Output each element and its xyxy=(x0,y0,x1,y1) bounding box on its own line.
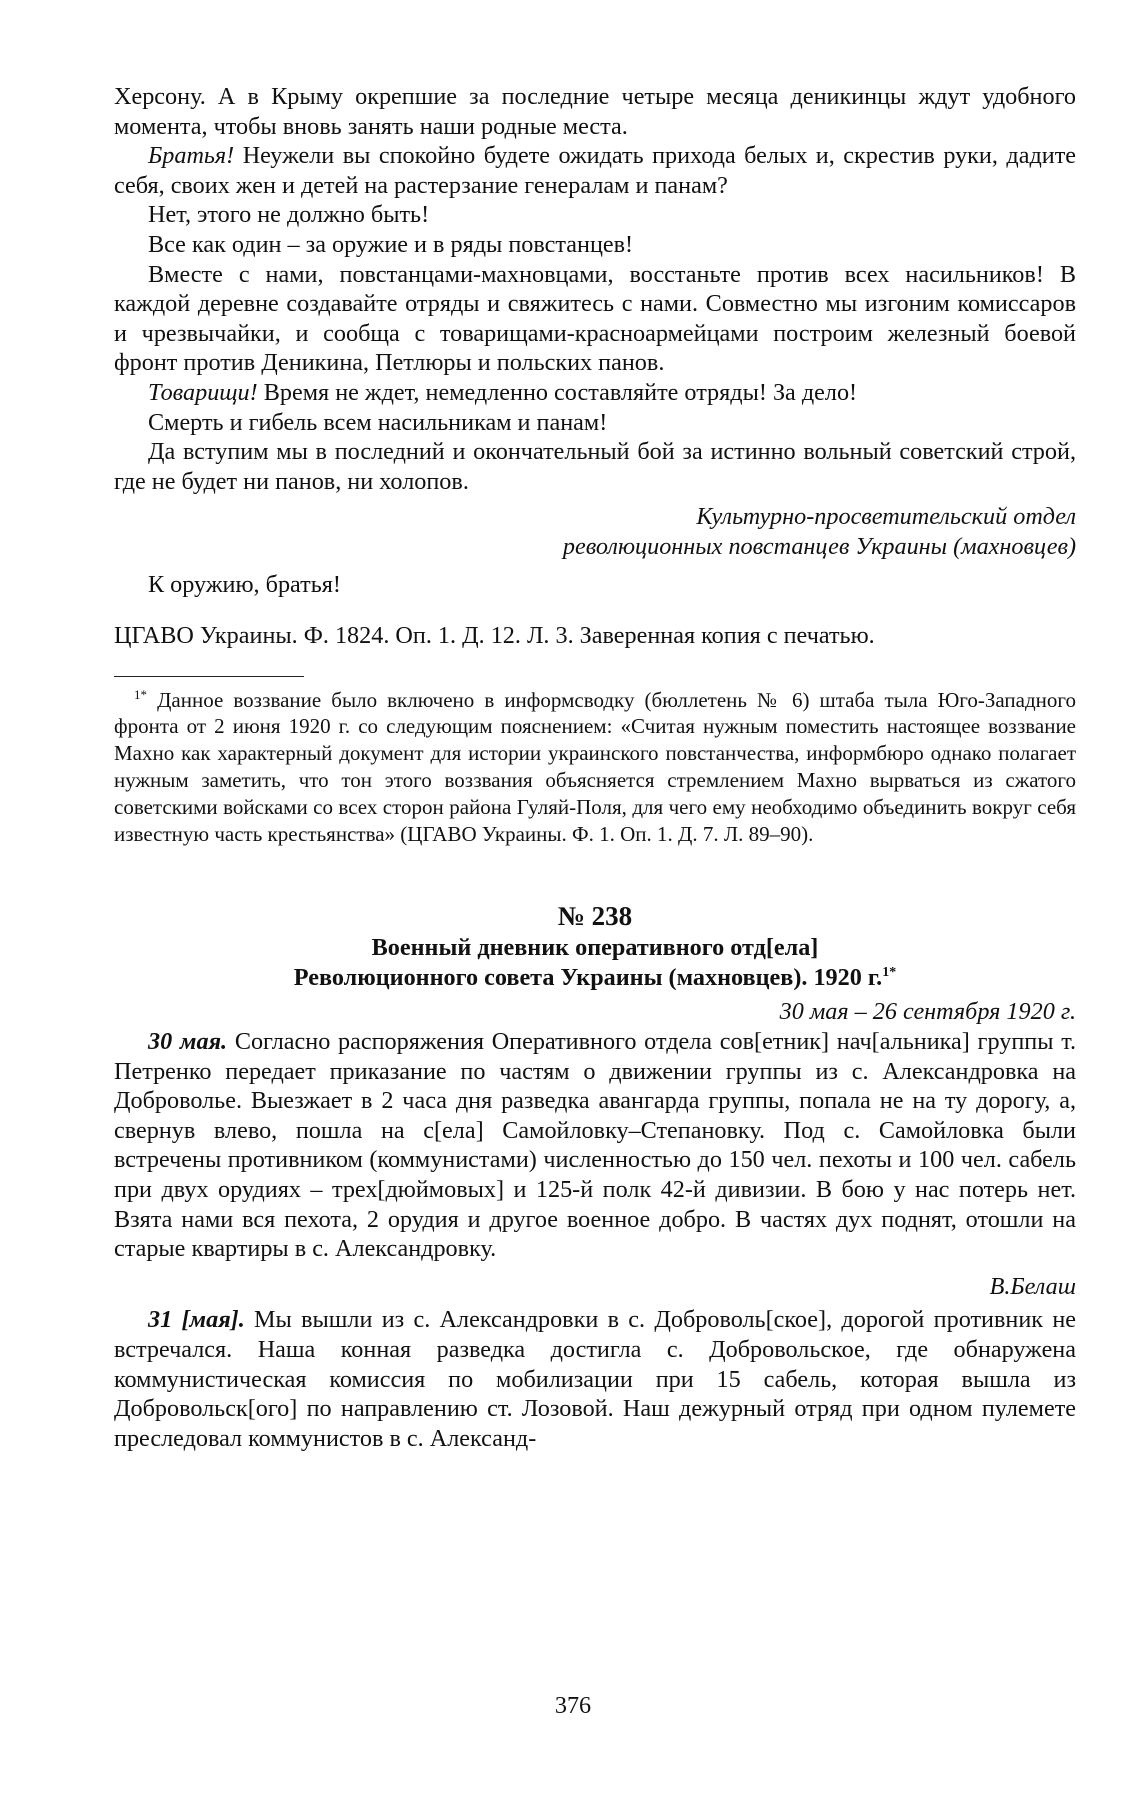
footnote-divider xyxy=(114,676,304,677)
brothers-lead: Братья! xyxy=(148,142,235,170)
footnote xyxy=(114,687,1076,848)
appeal-brothers-paragraph xyxy=(114,141,1076,200)
document-title-line-1: Военный дневник оперативного отд[ела] xyxy=(371,934,819,962)
comrades-text: Время не ждет, немедленно составляйте отряды! За дело! xyxy=(257,378,858,406)
archive-reference: ЦГАВО Украины. Ф. 1824. Оп. 1. Д. 12. Л. 3. Заверенная копия с печатью. xyxy=(114,622,875,650)
call-to-arms: К оружию, братья! xyxy=(148,570,341,598)
brothers-text: Неужели вы спокойно будете ожидать прихода белых и, скрестив руки, дадите себя, своих жен и детей на растерзание генералам и панам? xyxy=(114,142,1076,199)
entry-date: 31 [мая]. xyxy=(148,1306,245,1334)
footnote-mark: 1* xyxy=(134,686,147,702)
appeal-final-paragraph: Да вступим мы в последний и окончательный бой за истинно вольный советский строй, где не будет ни панов, ни холопов. xyxy=(114,438,1076,495)
document-date-range: 30 мая – 26 сентября 1920 г. xyxy=(779,998,1076,1026)
diary-entry xyxy=(114,1305,1076,1453)
appeal-comrades-paragraph xyxy=(114,378,1076,408)
comrades-lead: Товарищи! xyxy=(148,378,258,406)
appeal-together-paragraph: Вместе с нами, повстанцами-махновцами, восстаньте против всех насильников! В каждой деревне создавайте отряды и свяжитесь с нами. Совместно мы изгоним комиссаров и чрезвычайки, и сообща с товарищами-красноармейцами построим железный боевой фронт против Деникина, Петлюры и польских панов. xyxy=(114,260,1076,377)
title-footnote-mark: 1* xyxy=(882,965,897,981)
entry-text: Мы вышли из с. Александровки в с. Доброволь[ское], дорогой противник не встречался. Наша конная разведка достигла с. Добровольское, где обнаружена коммунистическая комиссия по мобилизации при 15 сабель, которая вышла из Добровольск[ого] по направлению ст. Лозовой. Наш дежурный отряд при одном пулемете преследовал коммунистов в с. Александ- xyxy=(114,1306,1077,1452)
appeal-signature xyxy=(114,502,1076,561)
appeal-all-line: Все как один – за оружие и в ряды повстанцев! xyxy=(148,230,634,258)
appeal-no-line: Нет, этого не должно быть! xyxy=(148,201,430,229)
signature-line-1: Культурно-просветительский отдел xyxy=(696,503,1076,531)
appeal-death-line: Смерть и гибель всем насильникам и панам! xyxy=(148,408,608,436)
footnote-text: Данное воззвание было включено в информсводку (бюллетень № 6) штаба тыла Юго-Западного фронта от 2 июня 1920 г. со следующим пояснением: «Считая нужным поместить настоящее воззвание Махно как характерный документ для истории украинского повстанчества, информбюро однако полагает нужным заметить, что тон этого воззвания объясняется стремлением Махно вырваться из сжатого советскими войсками со всех сторон района Гуляй-Поля, для чего ему необходимо объединить вокруг себя известную часть крестьянства» (ЦГАВО Украины. Ф. 1. Оп. 1. Д. 7. Л. 89–90). xyxy=(114,687,1076,846)
entry-signature: В.Белаш xyxy=(989,1272,1076,1300)
page-number: 376 xyxy=(554,1692,592,1719)
entry-text: Согласно распоряжения Оперативного отдела сов[етник] нач[альника] группы т. Петренко передает приказание по частям о движении группы из с. Александровка на Доброволье. Выезжает в 2 часа дня разведка авангарда группы, попала не на ту дорогу, а, свернув влево, пошла на с[ела] Самойловку–Степановку. Под с. Самойловка были встречены противником (коммунистами) численностью до 150 чел. пехоты и 100 чел. сабель при двух орудиях – трех[дюймовых] и 125-й полк 42-й дивизии. В бою у нас потерь нет. Взята нами вся пехота, 2 орудия и другое военное добро. В частях дух поднят, отошли на старые квартиры в с. Александровку. xyxy=(114,1028,1076,1263)
entry-date: 30 мая. xyxy=(148,1028,228,1056)
diary-entry xyxy=(114,1027,1076,1264)
document-number: № 238 xyxy=(557,901,633,932)
continuation-paragraph: Херсону. А в Крыму окрепшие за последние четыре месяца деникинцы ждут удобного момента, чтобы вновь занять наши родные места. xyxy=(114,83,1076,140)
signature-line-2: революционных повстанцев Украины (махновцев) xyxy=(562,532,1076,560)
document-title-text: Революционного совета Украины (махновцев). 1920 г. xyxy=(293,964,883,992)
document-title-line-2 xyxy=(114,963,1076,993)
